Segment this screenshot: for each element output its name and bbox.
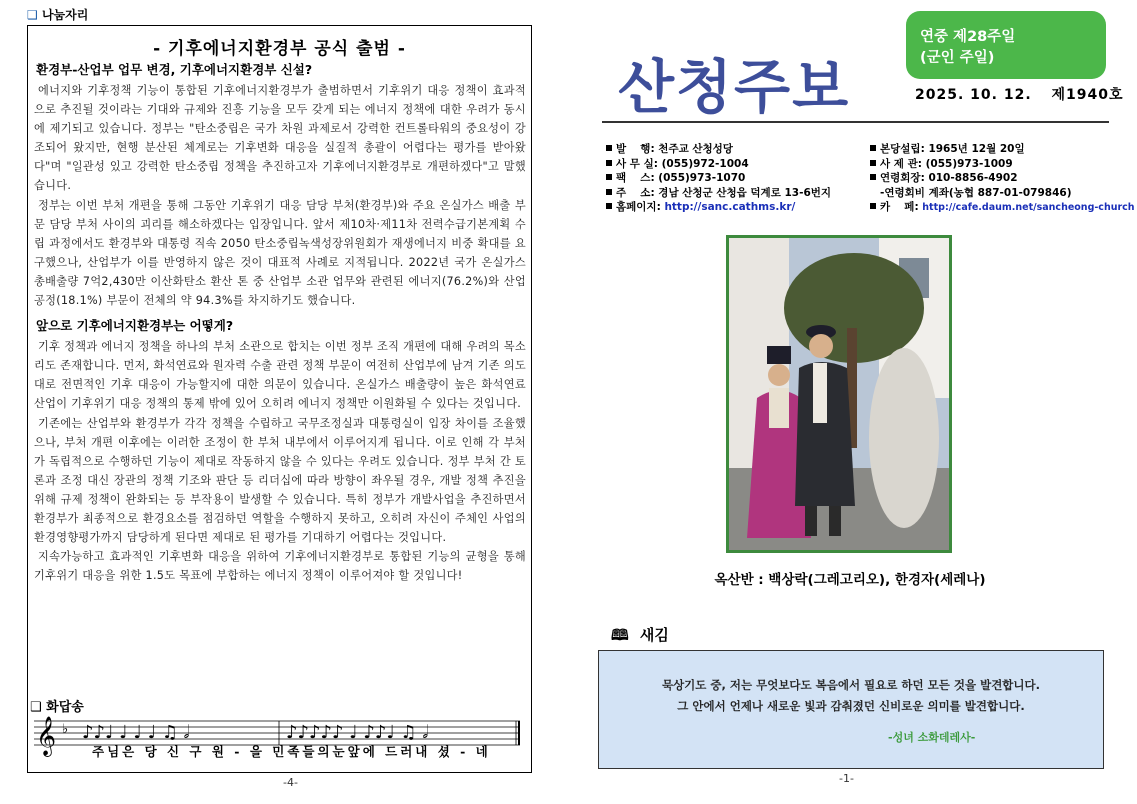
bulletin-title: 산청주보 [618,53,851,121]
square-bullet-icon [606,160,612,166]
info-left [606,142,831,215]
info-row: 연령회장: 010-8856-4902 [870,171,1135,186]
song-label: ❑ 화답송 [30,700,84,715]
square-bullet-icon [606,145,612,151]
heading-2: 앞으로 기후에너지환경부는 어떻게? [36,318,234,334]
square-bullet-icon [606,189,612,195]
section-label: ❑ 나눔자리 [27,8,89,22]
page-number-left: -4- [283,776,298,789]
info-row: 사 무 실: (055)972-1004 [606,157,831,172]
paragraph: 지속가능하고 효과적인 기후변화 대응을 위하여 기후에너지환경부로 통합된 기능의 균형을 통해 기후위기 대응을 위한 1.5도 목표에 부합하는 에너지 정책이 이루어져야 할 것입니다! [34,550,526,583]
square-bullet-icon [870,160,876,166]
paragraph: 정부는 이번 부처 개편을 통해 그동안 기후위기 대응 담당 부처(환경부)와 주요 온실가스 배출 부문 담당 부처 사이의 괴리를 해소하겠다는 입장입니다. 앞서 제10차·제11차 전력수급기본계획 수립 과정에서도 환경부와 대통령 직속 2050 탄소중립녹색성장위원회가 재생에너지 비중 확대를 요구했으나, 산업부가 이를 반영하지 않은 것이 대표적 사례로 지적됩니다. 2022년 국가 온실가스 총배출량 7억2,430만 이산화탄소 환산 톤 중 산업부 소관 업무와 관련된 에너지(76.2%)와 산업공정(18.1%) 부문이 전체의 약 94.3%를 차지하기도 했습니다. [34,198,526,308]
paragraph: 기후 정책과 에너지 정책을 하나의 부처 소관으로 합치는 이번 정부 조직 개편에 대해 우려의 목소리도 존재합니다. 먼저, 화석연료와 원자력 수출 관련 정책 부문이 여전히 산업부에 남겨 기존 의도대로 전면적인 기후 대응이 가능할지에 대한 의문이 있습니다. 온실가스 배출량이 높은 화석연료 산업이 기후위기 대응 정책의 통제 밖에 있어 오히려 에너지 정책만 이원화될 수 있다는 것입니다. [34,340,526,411]
issue-date [915,84,1124,104]
photo-caption: 옥산반 : 백상락(그레고리오), 한경자(세레나) [714,572,986,588]
svg-text:♭: ♭ [62,722,69,737]
paragraph-group-1 [34,81,526,310]
info-right [870,142,1135,216]
paragraph: 기존에는 산업부와 환경부가 각각 정책을 수립하고 국무조정실과 대통령실이 입장 차이를 조율했으나, 부처 개편 이후에는 이러한 조정이 한 부처 내부에서 이루어지게 됩니다. 이로 인해 각 부처가 독립적으로 수행하던 기능이 제대로 작동하지 않을 수 있다는 우려도 있습니다. 정부 부처 간 토론과 조정 대신 장관의 정책 기조와 판단 등 리더십에 따라 방향이 좌우될 경우, 개발 정책 추진을 위해 규제 정책이 완화되는 등 부작용이 발생할 수 있습니다. 특히 정부가 개발사업을 추진하면서 환경부가 최종적으로 환경요소를 점검하던 역할을 수행하지 못하고, 오히려 자신이 주체인 사업의 환경영향평가까지 담당하게 된다면 제대로 된 평가를 기대하기 어렵다는 것입니다. [34,416,526,545]
article-body [34,60,526,585]
week-badge [906,11,1106,79]
info-row: 본당설립: 1965년 12월 20일 [870,142,1135,157]
book-icon: 🕮 [611,626,629,644]
quote-source: -성녀 소화데레사- [888,731,976,744]
couple-photo [726,235,952,553]
treble-clef-icon: 𝄞 [36,716,57,756]
square-bullet-icon: ❑ [27,8,38,22]
paragraph-group-2 [34,337,526,585]
saegim-heading: 🕮 새김 [611,626,669,644]
song-lyrics: 주님은 당 신 구 원 - 을 민족들의눈앞에 드러내 셨 - 네 [92,744,491,759]
info-row: 홈페이지: http://sanc.cathms.kr/ [606,200,831,215]
square-bullet-icon [870,145,876,151]
heading-1: 환경부-산업부 업무 변경, 기후에너지환경부 신설? [36,62,313,77]
week-line-2: (군인 주일) [920,50,995,66]
info-row: 카 페: http://cafe.daum.net/sancheong-church [870,200,1135,216]
svg-text:♪♪♪♪♪ ♩ ♪♪♩ ♫ 𝅗𝅥: ♪♪♪♪♪ ♩ ♪♪♩ ♫ 𝅗𝅥 [286,722,429,743]
cafe-link[interactable]: http://cafe.daum.net/sancheong-church [922,202,1135,214]
square-bullet-icon [870,203,876,209]
quote-line-2: 그 안에서 언제나 새로운 빛과 감춰졌던 신비로운 의미를 발견합니다. [677,699,1025,713]
homepage-link[interactable]: http://sanc.cathms.kr/ [664,201,796,214]
svg-text:♪♪♩ ♩ ♩ ♩ ♫ 𝅗𝅥: ♪♪♩ ♩ ♩ ♩ ♫ 𝅗𝅥 [82,722,190,743]
info-row: 팩 스: (055)973-1070 [606,171,831,186]
issue-number: 제1940호 [1051,87,1124,103]
page-number-right: -1- [839,772,854,785]
quote-line-1: 묵상기도 중, 저는 무엇보다도 복음에서 필요로 하던 모든 것을 발견합니다. [661,678,1041,692]
square-bullet-icon [606,174,612,180]
info-row: 발 행: 천주교 산청성당 [606,142,831,157]
week-line-1: 연중 제28주일 [920,29,1016,45]
square-bullet-icon [606,203,612,209]
header-rule [602,121,1109,123]
date: 2025. 10. 12. [915,87,1032,103]
article-title: - 기후에너지환경부 공식 출범 - [153,39,406,59]
square-bullet-icon [870,174,876,180]
info-row: -연령회비 계좌(농협 887-01-079846) [880,186,1072,199]
info-row: 사 제 관: (055)973-1009 [870,157,1135,172]
photo-illustration [729,238,949,550]
info-row: 주 소: 경남 산청군 산청읍 덕계로 13-6번지 [606,186,831,201]
paragraph: 에너지와 기후정책 기능이 통합된 기후에너지환경부가 출범하면서 기후위기 대응 정책이 효과적으로 추진될 것이라는 기대와 규제와 진흥 기능을 모두 갖게 되는 에너지 정책에 대한 우려가 동시에 제기되고 있습니다. 정부는 "탄소중립은 국가 차원 과제로서 강력한 컨트롤타워의 중요성이 강조되어 왔지만, 현행 분산된 체계로는 기후변화 대응을 실질적 총괄이 어렵다는 평가를 받아왔다"며 "일관성 있고 강력한 탄소중립 정책을 추진하고자 기후에너지환경부로 개편하겠다"고 말했습니다. [34,84,526,193]
